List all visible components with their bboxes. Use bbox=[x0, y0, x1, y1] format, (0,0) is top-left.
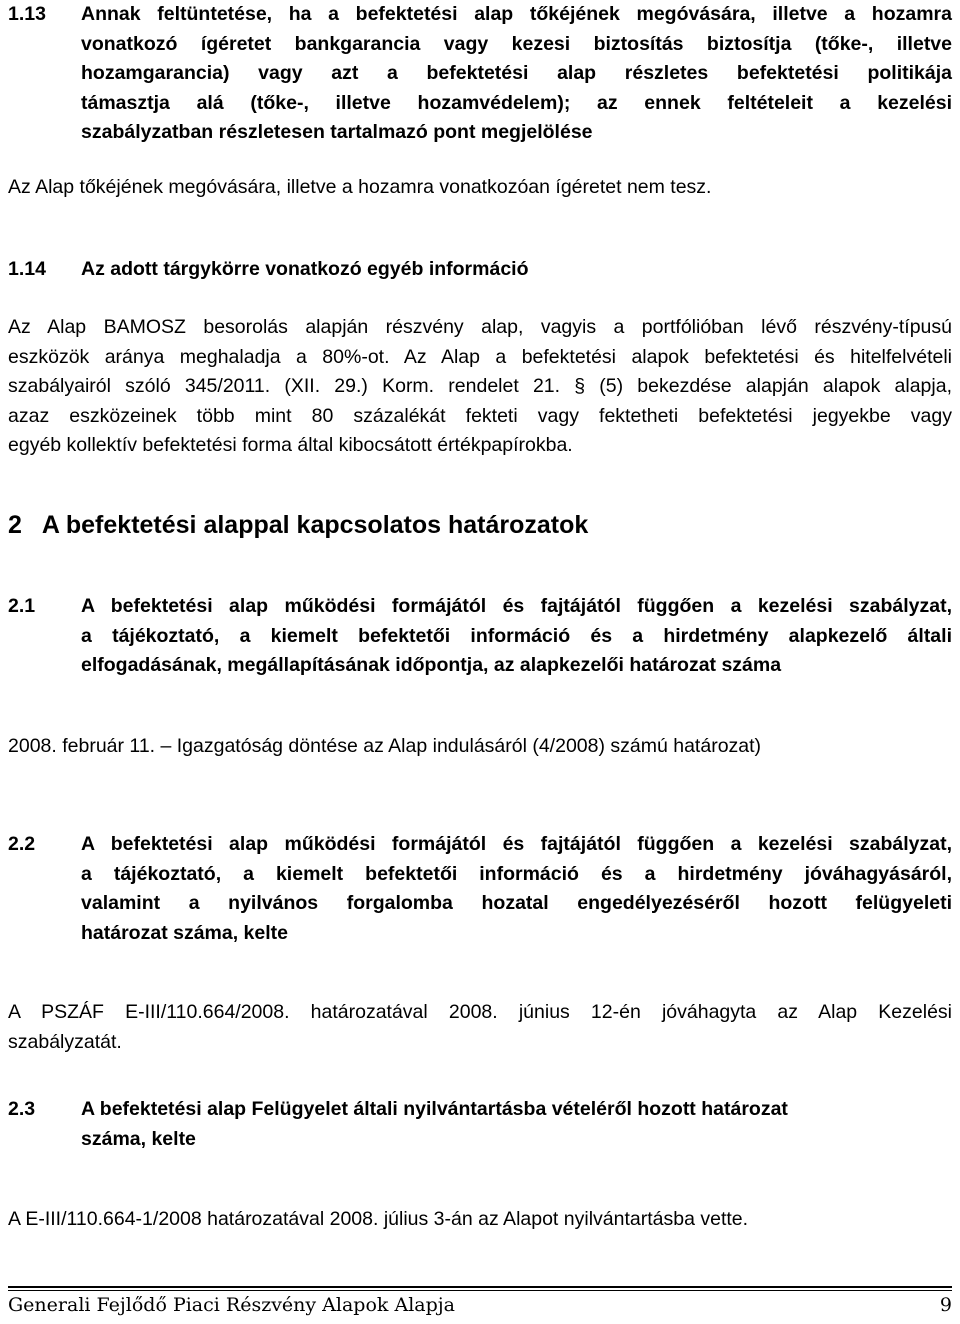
footer-title: Generali Fejlődő Piaci Részvény Alapok Alapja bbox=[8, 1294, 455, 1316]
section-number-2-1: 2.1 bbox=[8, 595, 36, 617]
heading-line: A befektetési alap működési formájától és fajtájától függően a kezelési szabályzat, bbox=[81, 833, 952, 855]
heading-line: szabályzatban részletesen tartalmazó pont megjelölése bbox=[81, 121, 593, 143]
paragraph-2-1: 2008. február 11. – Igazgatóság döntése az Alap indulásáról (4/2008) számú határozat) bbox=[8, 735, 762, 757]
paragraph-line: egyéb kollektív befektetési forma által kibocsátott értékpapírokba. bbox=[8, 434, 573, 456]
paragraph-line: A PSZÁF E-III/110.664/2008. határozatával 2008. június 12-én jóváhagyta az Alap Kezelési bbox=[8, 1001, 952, 1023]
heading-line: A befektetési alap Felügyelet általi nyilvántartásba vételéről hozott határozat bbox=[81, 1098, 788, 1120]
section-heading-2-3 bbox=[81, 1095, 952, 1154]
paragraph-line: azaz eszközeinek több mint 80 százalékát fekteti vagy fektetheti befektetési jegyekbe vagy bbox=[8, 404, 952, 427]
heading-line: valamint a nyilvános forgalomba hozatal engedélyezéséről hozott felügyeleti bbox=[81, 892, 952, 914]
paragraph-1-14 bbox=[8, 313, 952, 461]
heading-line: a tájékoztató, a kiemelt befektetői információ és a hirdetmény jóváhagyásáról, bbox=[81, 862, 952, 885]
paragraph-1-13: Az Alap tőkéjének megóvására, illetve a hozamra vonatkozóan ígéretet nem tesz. bbox=[8, 176, 712, 198]
section-heading-2-1 bbox=[81, 592, 952, 681]
page-number: 9 bbox=[939, 1294, 952, 1316]
heading-line: támasztja alá (tőke-, illetve hozamvédelem); az ennek feltételeit a kezelési bbox=[81, 91, 952, 114]
section-heading-1-13 bbox=[81, 0, 952, 148]
paragraph-line: eszközök aránya meghaladja a 80%-ot. Az Alap a befektetési alapok befektetési és hitelfelvételi bbox=[8, 345, 952, 368]
heading-line: határozat száma, kelte bbox=[81, 921, 289, 944]
footer-rule-thin bbox=[8, 1290, 952, 1291]
section-number-1-13: 1.13 bbox=[8, 3, 46, 25]
paragraph-line: szabályzatát. bbox=[8, 1030, 122, 1053]
heading-line: elfogadásának, megállapításának időpontja, az alapkezelői határozat száma bbox=[81, 654, 782, 676]
chapter-heading-2: 2 A befektetési alappal kapcsolatos határozatok bbox=[8, 511, 589, 539]
section-number-2-2: 2.2 bbox=[8, 833, 36, 855]
page-footer bbox=[8, 1294, 952, 1316]
heading-line: Annak feltüntetése, ha a befektetési alap tőkéjének megóvására, illetve a hozamra bbox=[81, 3, 952, 25]
paragraph-line: Az Alap BAMOSZ besorolás alapján részvény alap, vagyis a portfólióban lévő részvény-típusú bbox=[8, 316, 952, 338]
paragraph-2-2 bbox=[8, 998, 952, 1057]
paragraph-2-3: A E-III/110.664-1/2008 határozatával 2008. július 3-án az Alapot nyilvántartásba vette. bbox=[8, 1208, 749, 1230]
section-heading-1-14: Az adott tárgykörre vonatkozó egyéb információ bbox=[81, 258, 529, 280]
section-number-2-3: 2.3 bbox=[8, 1098, 36, 1120]
heading-line: vonatkozó ígéretet bankgarancia vagy kezesi biztosítás biztosítja (tőke-, illetve bbox=[81, 32, 952, 55]
heading-line: hozamgarancia) vagy azt a befektetési alap részletes befektetési politikája bbox=[81, 62, 952, 84]
section-heading-2-2 bbox=[81, 830, 952, 948]
heading-line: a tájékoztató, a kiemelt befektetői információ és a hirdetmény alapkezelő általi bbox=[81, 624, 952, 647]
heading-line: száma, kelte bbox=[81, 1127, 196, 1150]
paragraph-line: szabályairól szóló 345/2011. (XII. 29.) Korm. rendelet 21. § (5) bekezdése alapján alapok alapja, bbox=[8, 375, 952, 397]
section-number-1-14: 1.14 bbox=[8, 258, 46, 280]
heading-line: A befektetési alap működési formájától és fajtájától függően a kezelési szabályzat, bbox=[81, 595, 952, 617]
footer-rule bbox=[8, 1286, 952, 1288]
